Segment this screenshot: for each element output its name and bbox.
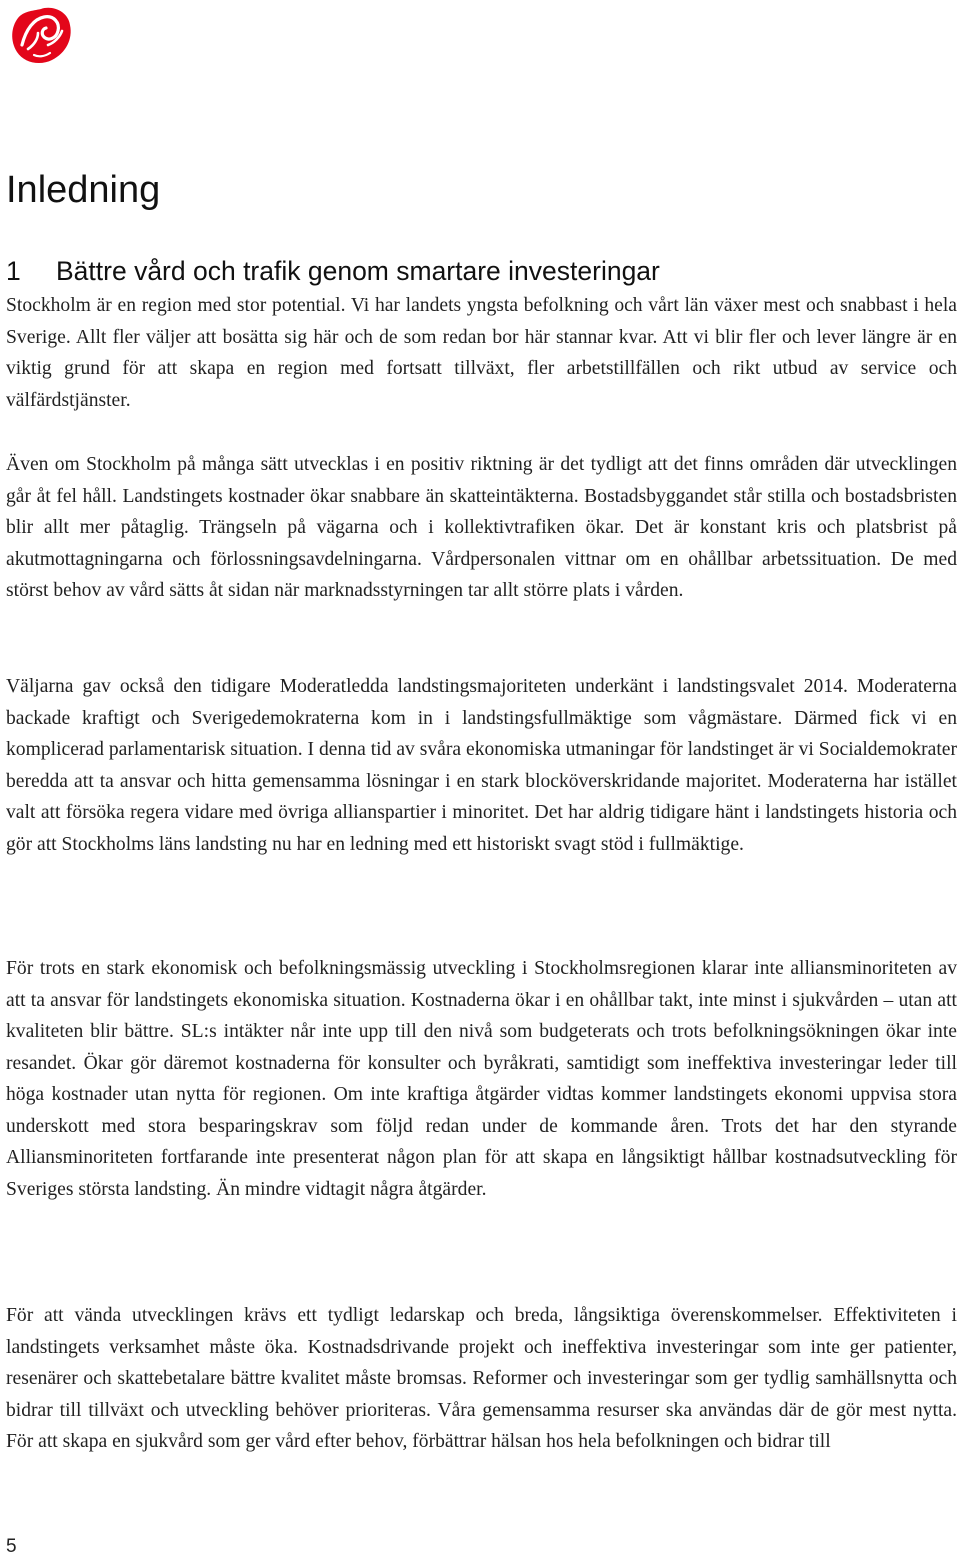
body-paragraph: För att vända utvecklingen krävs ett tydligt ledarskap och breda, långsiktiga överenskommelser. Effektiviteten i landstingets verksamhet måste öka. Kostnadsdrivande projekt och ineffektiva investeringar som inte ger patienter, resenärer och skattebetalare bättre kvalitet måste bromsas. Reformer och investeringar som ger tydlig samhällsnytta och bidrar till tillväxt och utveckling behöver prioriteras. Våra gemensamma resurser ska användas där de gör mest nytta. För att skapa en sjukvård som ger vård efter behov, förbättrar hälsan hos hela befolkningen och bidrar till (6, 1305, 957, 1452)
rose-logo-icon (8, 5, 74, 67)
page-number: 5 (6, 1536, 17, 1557)
body-paragraph: Stockholm är en region med stor potential. Vi har landets yngsta befolkning och vårt län växer mest och snabbast i hela Sverige. Allt fler väljer att bosätta sig här och de som redan bor här stannar kvar. Att vi blir fler och lever längre är en viktig grund för att skapa en region med fortsatt tillväxt, fler arbetstillfällen och rikt utbud av service och välfärdstjänster. (6, 295, 957, 411)
section-number: 1 (6, 256, 21, 286)
section-heading (6, 252, 660, 290)
rose-logo-graphic (8, 5, 74, 67)
section-title: Bättre vård och trafik genom smartare investeringar (56, 256, 660, 286)
page-heading: Inledning (6, 169, 161, 211)
body-paragraph: Väljarna gav också den tidigare Moderatledda landstingsmajoriteten underkänt i landstingsvalet 2014. Moderaterna backade kraftigt och Sverigedemokraterna kom in i landstingsfullmäktige som vågmästare. Därmed fick vi en komplicerad parlamentarisk situation. I denna tid av svåra ekonomiska utmaningar för landstinget är vi Socialdemokrater beredda att ta ansvar och hitta gemensamma lösningar i en stark blocköverskridande majoritet. Moderaterna har istället valt att försöka regera vidare med övriga allianspartier i minoritet. Det har aldrig tidigare hänt i landstingets historia och gör att Stockholms läns landsting nu har en ledning med ett historiskt svagt stöd i fullmäktige. (6, 676, 957, 855)
body-paragraph: Även om Stockholm på många sätt utvecklas i en positiv riktning är det tydligt att det finns områden där utvecklingen går åt fel håll. Landstingets kostnader ökar snabbare än skatteintäkterna. Bostadsbyggandet står stilla och bostadsbristen blir allt mer påtaglig. Trängseln på vägarna och i kollektivtrafiken ökar. Det är konstant kris och platsbrist på akutmottagningarna och förlossningsavdelningarna. Vårdpersonalen vittnar om en ohållbar arbetssituation. De med störst behov av vård sätts åt sidan när marknadsstyrningen tar allt större plats i vården. (6, 454, 957, 601)
body-paragraph: För trots en stark ekonomisk och befolkningsmässig utveckling i Stockholmsregionen klarar inte alliansminoriteten av att ta ansvar för landstingets ekonomiska situation. Kostnaderna ökar i en ohållbar takt, inte minst i sjukvården – utan att kvaliteten blir bättre. SL:s intäkter når inte upp till den nivå som budgeterats och trots befolkningsökningen ökar inte resandet. Ökar gör däremot kostnaderna för konsulter och byråkrati, samtidigt som ineffektiva investeringar leder till höga kostnader utan nytta för regionen. Om inte kraftiga åtgärder vidtas kommer landstingets ekonomi uppvisa stora underskott med stora besparingskrav som följd redan under de kommande åren. Trots det har den styrande Alliansminoriteten fortfarande inte presenterat någon plan för att skapa en långsiktigt hållbar kostnadsutveckling för Sveriges största landsting. Än mindre vidtagit några åtgärder. (6, 958, 957, 1200)
